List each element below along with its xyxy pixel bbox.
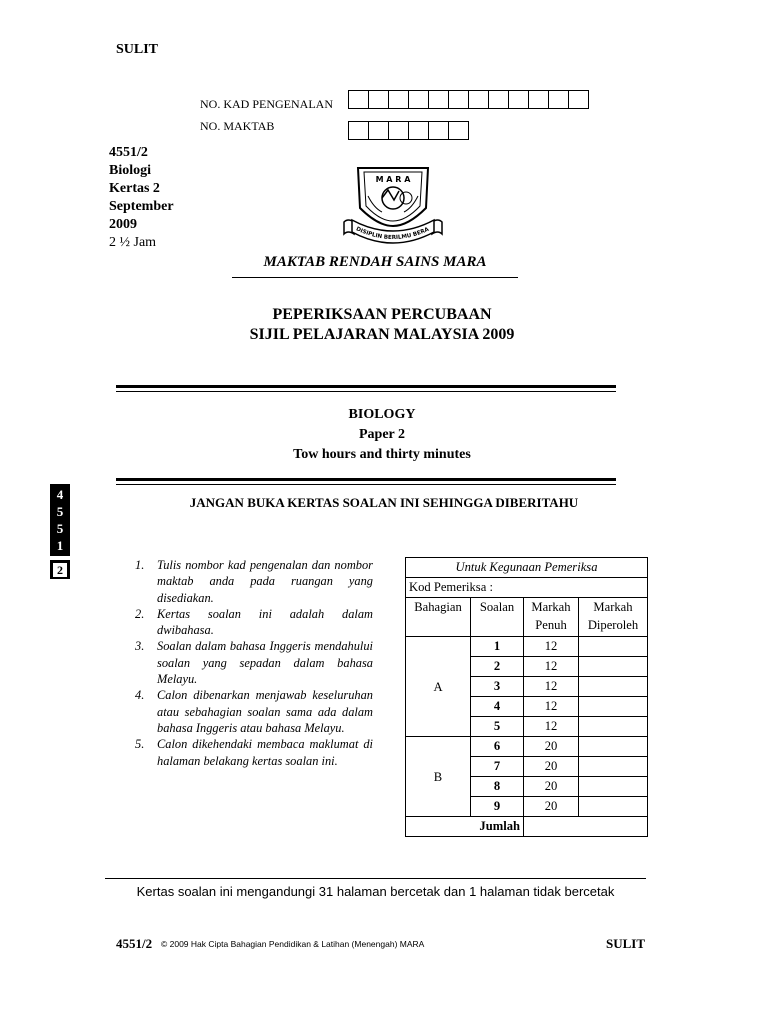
side-code-digit: 4 bbox=[56, 487, 64, 502]
exam-title bbox=[150, 305, 614, 345]
instruction-item: 2. Kertas soalan ini adalah dalam dwibahasa. bbox=[135, 606, 373, 638]
question-number-cell: 4 bbox=[471, 697, 524, 717]
marks-row bbox=[406, 737, 648, 757]
total-label: Jumlah bbox=[406, 817, 524, 837]
ic-number-boxes[interactable] bbox=[348, 90, 589, 109]
side-paper-number: 2 bbox=[53, 563, 67, 577]
divider-bottom-thin bbox=[116, 484, 616, 485]
classification-top: SULIT bbox=[116, 42, 159, 57]
ic-digit-box[interactable] bbox=[509, 90, 529, 109]
logo-top-text: M A R A bbox=[375, 175, 411, 184]
side-subject-code-tab bbox=[50, 484, 70, 556]
question-number-cell: 9 bbox=[471, 797, 524, 817]
examiner-code-label: Kod Pemeriksa : bbox=[406, 578, 648, 598]
footer-paper-code: 4551/2 bbox=[116, 936, 153, 951]
logo-banner-text: DISIPLIN BERILMU BERA bbox=[354, 226, 431, 242]
college-digit-box[interactable] bbox=[449, 121, 469, 140]
section-cell: A bbox=[406, 637, 471, 737]
side-paper-tab bbox=[50, 560, 70, 579]
ic-digit-box[interactable] bbox=[429, 90, 449, 109]
obtained-marks-cell[interactable] bbox=[579, 677, 648, 697]
college-digit-box[interactable] bbox=[389, 121, 409, 140]
total-marks-cell[interactable] bbox=[524, 817, 648, 837]
school-name: MAKTAB RENDAH SAINS MARA bbox=[232, 254, 518, 278]
ic-digit-box[interactable] bbox=[389, 90, 409, 109]
obtained-marks-cell[interactable] bbox=[579, 697, 648, 717]
obtained-marks-cell[interactable] bbox=[579, 737, 648, 757]
question-number-cell: 3 bbox=[471, 677, 524, 697]
paper-subject: Biologi bbox=[109, 163, 152, 178]
header-obtained-marks: Markah Diperoleh bbox=[579, 598, 648, 637]
obtained-marks-cell[interactable] bbox=[579, 777, 648, 797]
question-number-cell: 8 bbox=[471, 777, 524, 797]
divider-bottom-thick bbox=[116, 478, 616, 481]
footer-divider bbox=[105, 878, 646, 879]
divider-top-thick bbox=[116, 385, 616, 388]
ic-digit-box[interactable] bbox=[489, 90, 509, 109]
ic-digit-box[interactable] bbox=[449, 90, 469, 109]
full-marks-cell: 20 bbox=[524, 737, 579, 757]
question-number-cell: 6 bbox=[471, 737, 524, 757]
obtained-marks-cell[interactable] bbox=[579, 757, 648, 777]
college-number-label: NO. MAKTAB bbox=[200, 119, 275, 133]
college-digit-box[interactable] bbox=[409, 121, 429, 140]
full-marks-cell: 12 bbox=[524, 657, 579, 677]
instruction-item: 3. Soalan dalam bahasa Inggeris mendahului soalan yang sepadan dalam bahasa Melayu. bbox=[135, 639, 373, 687]
full-marks-cell: 12 bbox=[524, 697, 579, 717]
mara-logo bbox=[338, 160, 448, 246]
copyright-notice: © 2009 Hak Cipta Bahagian Pendidikan & Latihan (Menengah) MARA bbox=[161, 939, 425, 949]
subject-block bbox=[150, 405, 614, 465]
ic-digit-box[interactable] bbox=[349, 90, 369, 109]
examiner-table-title: Untuk Kegunaan Pemeriksa bbox=[406, 558, 648, 578]
exam-title-line1: PEPERIKSAAN PERCUBAAN bbox=[272, 306, 492, 323]
obtained-marks-cell[interactable] bbox=[579, 797, 648, 817]
side-code-digit: 1 bbox=[56, 538, 64, 553]
instructions-list bbox=[135, 557, 373, 769]
side-code-digit: 5 bbox=[56, 521, 64, 536]
ic-digit-box[interactable] bbox=[569, 90, 589, 109]
ic-digit-box[interactable] bbox=[369, 90, 389, 109]
college-digit-box[interactable] bbox=[369, 121, 389, 140]
full-marks-cell: 20 bbox=[524, 757, 579, 777]
paper-duration: 2 ½ Jam bbox=[109, 235, 157, 250]
ic-digit-box[interactable] bbox=[529, 90, 549, 109]
marks-body bbox=[406, 637, 648, 817]
paper-info bbox=[109, 144, 174, 252]
obtained-marks-cell[interactable] bbox=[579, 637, 648, 657]
section-cell: B bbox=[406, 737, 471, 817]
paper-year: 2009 bbox=[109, 217, 137, 232]
paper-number: Kertas 2 bbox=[109, 181, 160, 196]
college-number-boxes[interactable] bbox=[348, 121, 469, 140]
question-number-cell: 7 bbox=[471, 757, 524, 777]
instruction-item: 4. Calon dibenarkan menjawab keseluruhan atau sebahagian soalan sama ada dalam bahasa Inggeris atau bahasa Melayu. bbox=[135, 688, 373, 735]
ic-number-label: NO. KAD PENGENALAN bbox=[200, 97, 333, 111]
ic-digit-box[interactable] bbox=[549, 90, 569, 109]
subject-duration: Tow hours and thirty minutes bbox=[293, 447, 471, 462]
header-full-marks: Markah Penuh bbox=[524, 598, 579, 637]
examiner-marks-table bbox=[405, 557, 648, 837]
question-number-cell: 5 bbox=[471, 717, 524, 737]
instruction-item: 1. Tulis nombor kad pengenalan dan nombor maktab anda pada ruangan yang disediakan. bbox=[135, 558, 373, 605]
subject-paper: Paper 2 bbox=[358, 427, 405, 442]
full-marks-cell: 12 bbox=[524, 677, 579, 697]
paper-month: September bbox=[109, 199, 174, 214]
side-code-digit: 5 bbox=[56, 504, 64, 519]
do-not-open-warning: JANGAN BUKA KERTAS SOALAN INI SEHINGGA DIBERITAHU bbox=[189, 495, 579, 510]
divider-top-thin bbox=[116, 391, 616, 392]
ic-digit-box[interactable] bbox=[469, 90, 489, 109]
college-digit-box[interactable] bbox=[429, 121, 449, 140]
classification-bottom: SULIT bbox=[606, 936, 646, 951]
marks-row bbox=[406, 637, 648, 657]
obtained-marks-cell[interactable] bbox=[579, 657, 648, 677]
paper-code: 4551/2 bbox=[109, 145, 148, 160]
exam-title-line2: SIJIL PELAJARAN MALAYSIA 2009 bbox=[249, 326, 515, 343]
obtained-marks-cell[interactable] bbox=[579, 717, 648, 737]
full-marks-cell: 20 bbox=[524, 777, 579, 797]
instruction-item: 5. Calon dikehendaki membaca maklumat di halaman belakang kertas soalan ini. bbox=[135, 737, 373, 768]
question-number-cell: 2 bbox=[471, 657, 524, 677]
page-count-note: Kertas soalan ini mengandungi 31 halaman bercetak dan 1 halaman tidak bercetak bbox=[136, 884, 615, 899]
full-marks-cell: 20 bbox=[524, 797, 579, 817]
ic-digit-box[interactable] bbox=[409, 90, 429, 109]
subject-title: BIOLOGY bbox=[348, 407, 416, 422]
full-marks-cell: 12 bbox=[524, 717, 579, 737]
question-number-cell: 1 bbox=[471, 637, 524, 657]
full-marks-cell: 12 bbox=[524, 637, 579, 657]
header-section: Bahagian bbox=[406, 598, 471, 637]
header-question: Soalan bbox=[471, 598, 524, 637]
college-digit-box[interactable] bbox=[349, 121, 369, 140]
